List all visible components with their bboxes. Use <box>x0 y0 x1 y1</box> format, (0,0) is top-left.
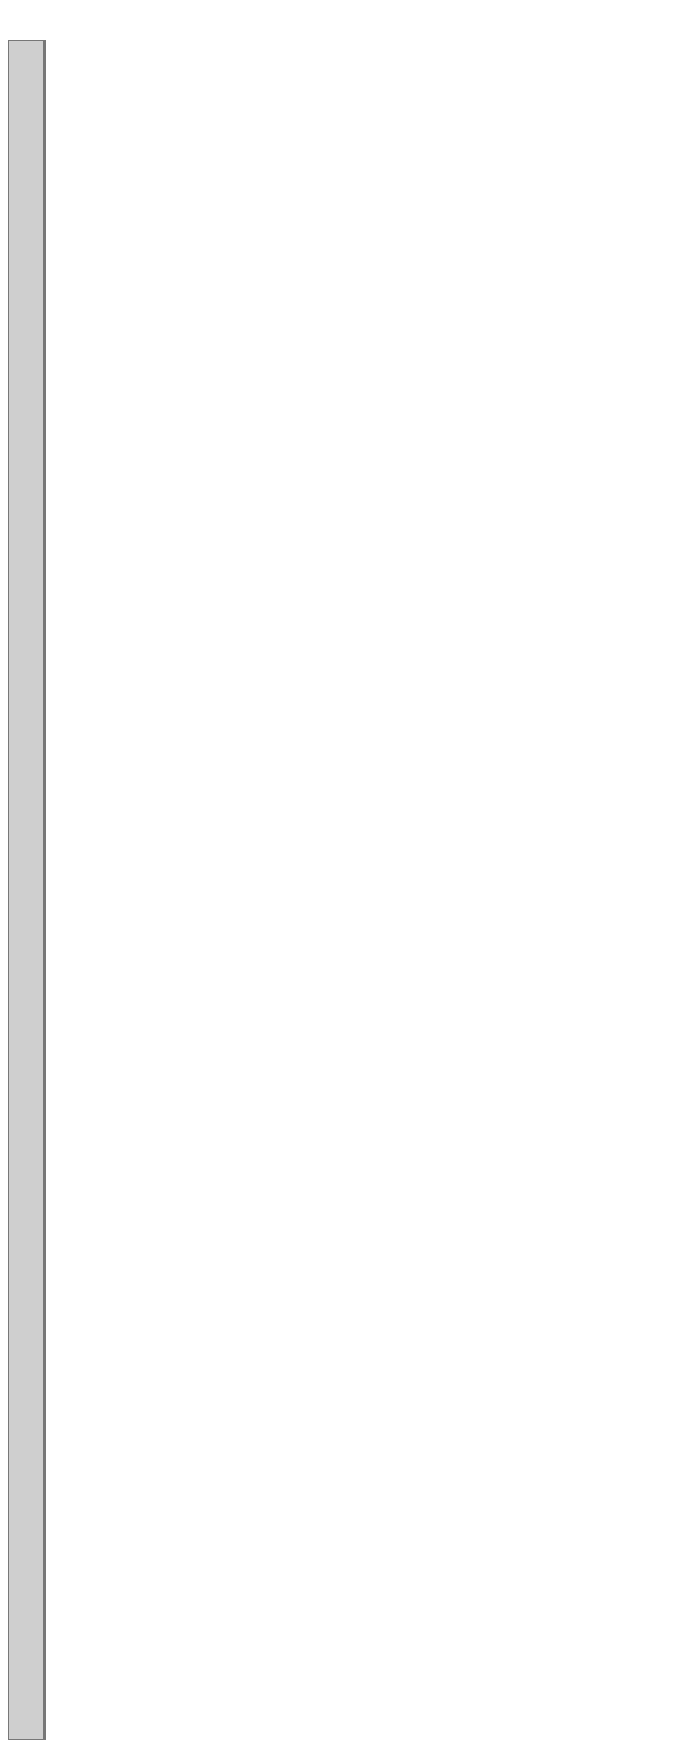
column-1 <box>44 40 46 1740</box>
date-header-bar <box>8 40 44 1740</box>
